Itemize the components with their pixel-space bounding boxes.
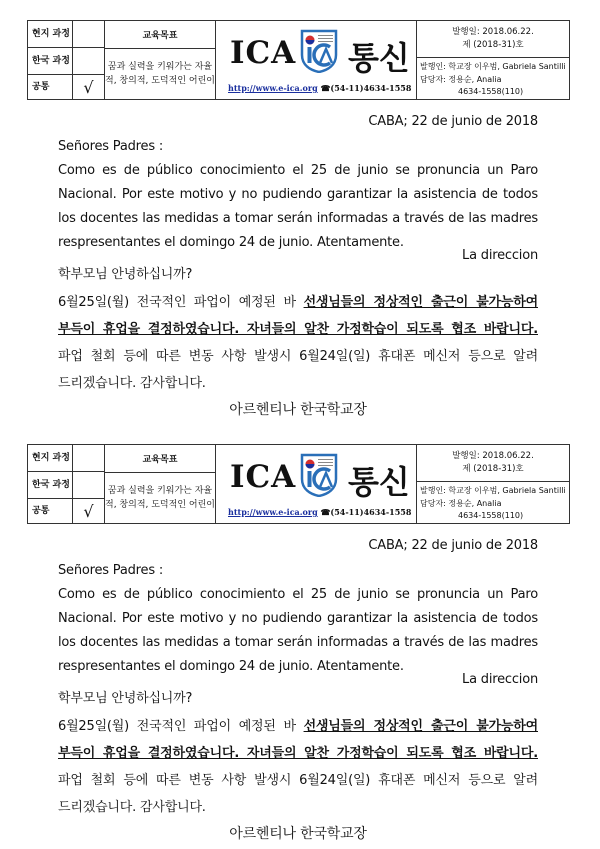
brand-block [216,445,417,523]
date-line: CABA; 22 de junio de 2018 [368,114,538,129]
website-link[interactable]: http://www.e-ica.org [228,83,318,93]
korean-line-1 [58,715,538,734]
check-mark-icon: √ [83,77,94,97]
issue-date: 발행일: 2018.06.22. [452,451,534,461]
course-label: 현지 과정 [28,21,73,48]
brand-newsletter: 통신 [348,39,410,77]
person-phone: 4634-1558(110) [458,511,524,520]
course-type-grid [28,21,105,99]
brand-name: ICA [230,459,297,495]
notice-copy-1 [0,0,600,424]
salutation: Señores Padres : [58,563,164,578]
brand-newsletter: 통신 [348,463,410,501]
person-in-charge: 담당자: 정용순, Analia [420,498,502,508]
course-label: 현지 과정 [28,445,73,472]
course-label: 공통 [28,75,73,99]
goal-text: 꿈과 실력을 키워가는 자율적, 창의적, 도덕적인 어린이 [105,486,215,510]
ica-logo-icon [300,29,338,73]
notice-copy-2 [0,424,600,848]
ica-logo-icon [300,453,338,497]
issue-number: 제 (2018-31)호 [462,464,524,474]
korean-line-1 [58,291,538,310]
korean-line-2: 부득이 휴업을 결정하였습니다. 자녀들의 알찬 가정학습이 되도록 협조 바랍니다. [58,322,538,337]
date-line: CABA; 22 de junio de 2018 [368,538,538,553]
check-mark-icon: √ [83,501,94,521]
korean-line-4: 드리겠습니다. 감사합니다. [58,376,206,391]
issue-info [417,445,569,523]
salutation: Señores Padres : [58,139,164,154]
course-check [73,472,104,499]
spanish-line: los docentes las medidas a tomar serán informadas a través de las madres [58,635,538,650]
issue-number: 제 (2018-31)호 [462,40,524,50]
signature-ko: 아르헨티나 한국학교장 [229,826,367,842]
course-label: 한국 과정 [28,48,73,75]
korean-line-1-plain: 6월25일(월) 전국적인 파업이 예정된 바 [58,295,304,310]
goal-title: 교육목표 [105,445,215,473]
spanish-line: Nacional. Por este motivo y no pudiendo garantizar la asistencia de todos [58,187,538,202]
education-goal [105,445,216,523]
course-check [73,21,104,48]
spanish-line: Nacional. Por este motivo y no pudiendo garantizar la asistencia de todos [58,611,538,626]
website-link[interactable]: http://www.e-ica.org [228,507,318,517]
spanish-line: respresentantes el domingo 24 de junio. Atentamente. [58,235,404,250]
korean-line-2: 부득이 휴업을 결정하였습니다. 자녀들의 알찬 가정학습이 되도록 협조 바랍니다. [58,746,538,761]
phone-number: ☎(54-11)4634-1558 [320,507,412,517]
spanish-line: los docentes las medidas a tomar serán informadas a través de las madres [58,211,538,226]
signature-ko: 아르헨티나 한국학교장 [229,402,367,418]
signature-es: La direccion [462,672,538,687]
course-label: 공통 [28,499,73,523]
contact-line [228,507,411,517]
course-check [73,445,104,472]
spanish-line: Como es de público conocimiento el 25 de junio se pronuncia un Paro [58,587,538,602]
course-check [73,48,104,75]
spanish-line: respresentantes el domingo 24 de junio. Atentamente. [58,659,404,674]
course-label: 한국 과정 [28,472,73,499]
phone-number: ☎(54-11)4634-1558 [320,83,412,93]
korean-line-1-bold: 선생님들의 정상적인 출근이 불가능하여 [303,719,538,734]
brand-block [216,21,417,99]
korean-greeting: 학부모님 안녕하십니까? [58,691,193,706]
issue-date: 발행일: 2018.06.22. [452,27,534,37]
contact-line [228,83,411,93]
person-in-charge: 담당자: 정용순, Analia [420,74,502,84]
publisher: 발행인: 학교장 이우범, Gabriela Santilli [420,62,566,71]
person-phone: 4634-1558(110) [458,87,524,96]
korean-line-1-plain: 6월25일(월) 전국적인 파업이 예정된 바 [58,719,304,734]
korean-line-1-bold: 선생님들의 정상적인 출근이 불가능하여 [303,295,538,310]
signature-es: La direccion [462,248,538,263]
publisher: 발행인: 학교장 이우범, Gabriela Santilli [420,486,566,495]
goal-text: 꿈과 실력을 키워가는 자율적, 창의적, 도덕적인 어린이 [105,62,215,86]
newsletter-header [27,444,570,524]
course-type-grid [28,445,105,523]
spanish-line: Como es de público conocimiento el 25 de junio se pronuncia un Paro [58,163,538,178]
korean-line-3: 파업 철회 등에 따른 변동 사항 발생시 6월24일(일) 휴대폰 메신저 등으로 알려 [58,349,538,364]
newsletter-header [27,20,570,100]
brand-name: ICA [230,35,297,71]
korean-line-3: 파업 철회 등에 따른 변동 사항 발생시 6월24일(일) 휴대폰 메신저 등으로 알려 [58,773,538,788]
korean-greeting: 학부모님 안녕하십니까? [58,267,193,282]
education-goal [105,21,216,99]
korean-line-4: 드리겠습니다. 감사합니다. [58,800,206,815]
goal-title: 교육목표 [105,21,215,49]
issue-info [417,21,569,99]
